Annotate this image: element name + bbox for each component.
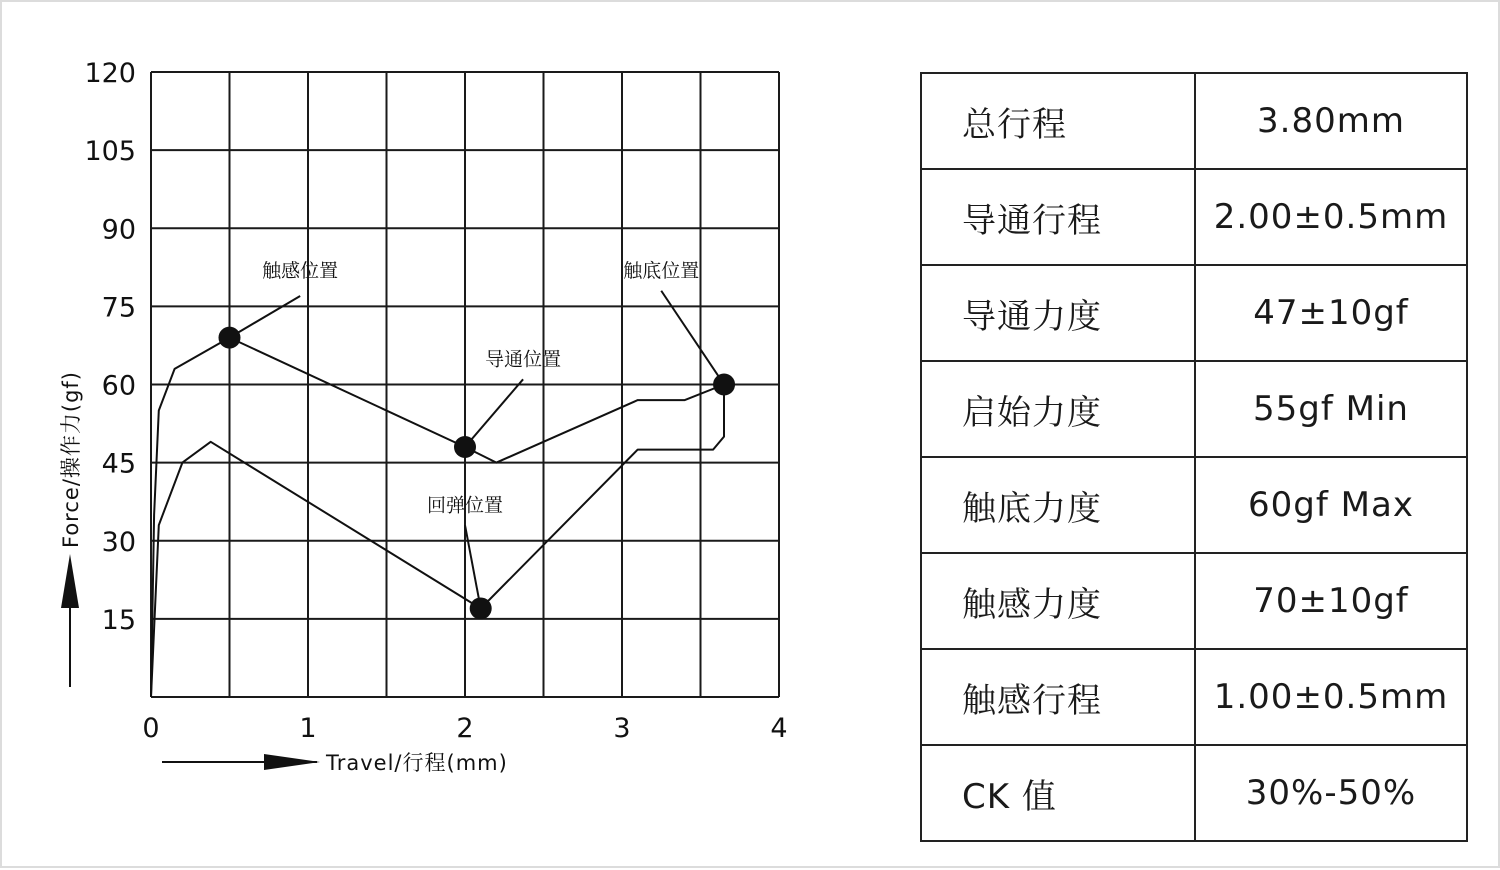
x-axis-title: Travel/行程(mm) [326, 751, 508, 775]
spec-value: 47±10gf [1195, 265, 1467, 361]
key-point-marker [713, 374, 735, 396]
spec-row [921, 73, 1467, 169]
y-tick-label: 30 [101, 526, 136, 558]
key-point-marker [470, 597, 492, 619]
x-tick-label: 2 [456, 713, 474, 744]
x-axis-arrowhead [264, 754, 320, 770]
x-tick-label: 4 [770, 713, 788, 744]
x-tick-label: 3 [613, 713, 631, 744]
key-point-marker [454, 436, 476, 458]
annotations [219, 259, 736, 620]
key-point-label: 触底位置 [623, 259, 700, 282]
leader-line [465, 525, 481, 608]
y-tick-label: 15 [101, 604, 136, 636]
spec-row [921, 649, 1467, 745]
spec-param: 总行程 [921, 73, 1195, 169]
spec-value: 70±10gf [1195, 553, 1467, 649]
y-tick-label: 60 [101, 370, 136, 402]
press-curve-line [151, 338, 724, 697]
spec-param: 触感力度 [921, 553, 1195, 649]
y-axis-title: Force/操作力(gf) [59, 370, 83, 548]
y-tick-label: 45 [101, 448, 136, 480]
spec-row [921, 361, 1467, 457]
y-tick-label: 120 [84, 58, 136, 89]
leader-line [465, 379, 523, 447]
spec-value: 3.80mm [1195, 73, 1467, 169]
spec-table [920, 72, 1468, 842]
y-tick-label: 90 [101, 214, 136, 246]
key-point-label: 导通位置 [485, 348, 562, 371]
key-point-label: 回弹位置 [426, 494, 504, 517]
key-point-label: 触感位置 [262, 259, 339, 282]
spec-param: CK 值 [921, 745, 1195, 841]
spec-row [921, 745, 1467, 841]
spec-value: 30%-50% [1195, 745, 1467, 841]
x-tick-label: 1 [299, 713, 317, 744]
y-axis-arrowhead [61, 554, 79, 608]
spec-row [921, 553, 1467, 649]
x-tick-label: 0 [142, 713, 160, 744]
spec-value: 60gf Max [1195, 457, 1467, 553]
y-tick-label: 105 [84, 136, 136, 168]
spec-value: 55gf Min [1195, 361, 1467, 457]
grid [151, 72, 779, 697]
spec-param: 触感行程 [921, 649, 1195, 745]
spec-param: 触底力度 [921, 457, 1195, 553]
leader-line [661, 291, 724, 385]
spec-row [921, 265, 1467, 361]
spec-param: 导通行程 [921, 169, 1195, 265]
spec-table-body [921, 73, 1467, 841]
spec-param: 启始力度 [921, 361, 1195, 457]
key-point-marker [219, 327, 241, 349]
spec-row [921, 457, 1467, 553]
y-tick-label: 75 [101, 292, 136, 324]
curves [151, 338, 724, 697]
spec-value: 2.00±0.5mm [1195, 169, 1467, 265]
leader-line [230, 296, 301, 338]
spec-value: 1.00±0.5mm [1195, 649, 1467, 745]
spec-param: 导通力度 [921, 265, 1195, 361]
spec-row [921, 169, 1467, 265]
